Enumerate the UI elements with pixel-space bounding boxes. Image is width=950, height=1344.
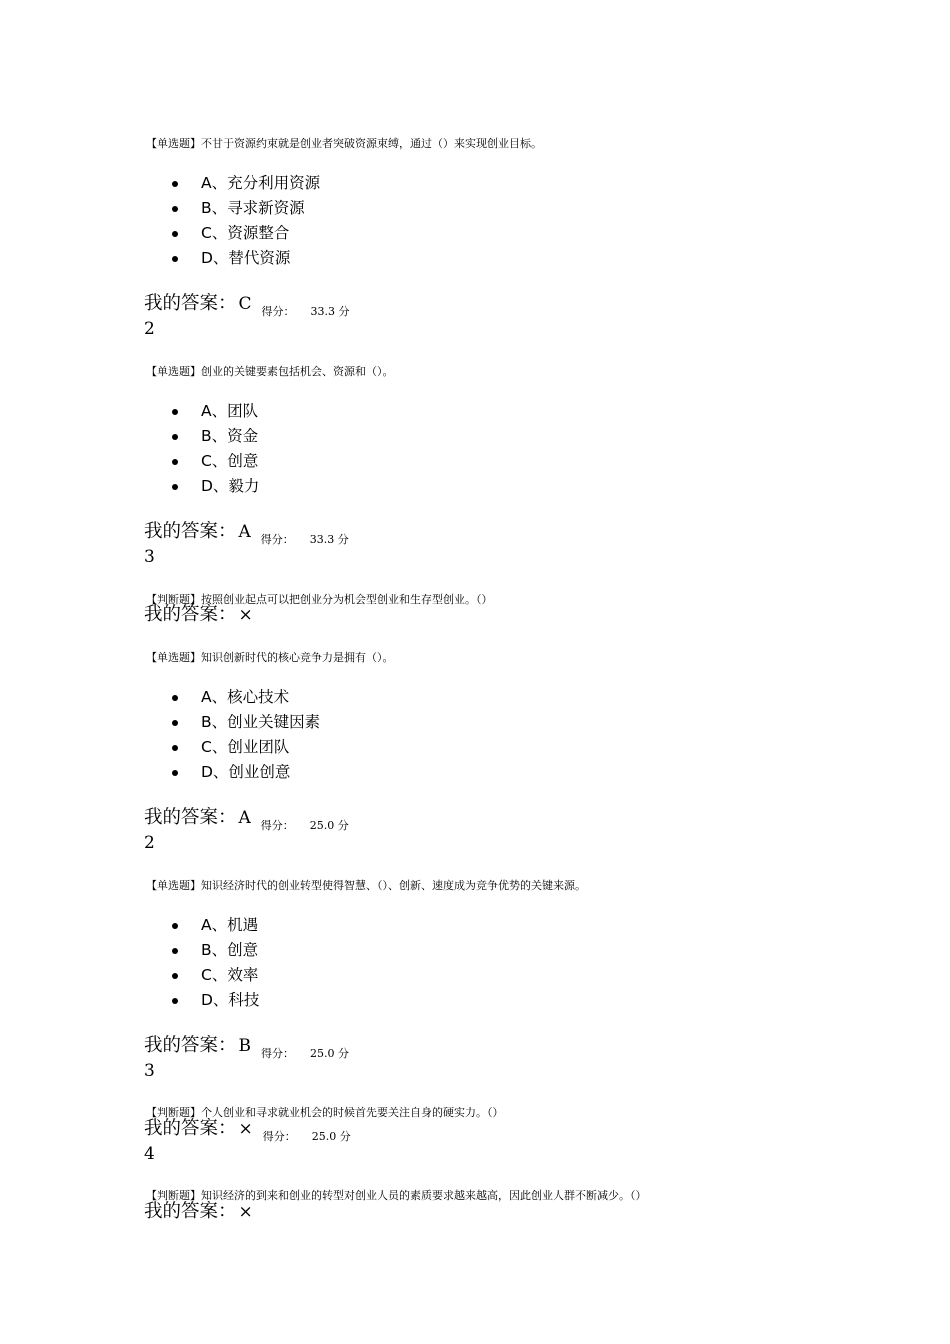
score-label: 得分：: [262, 1130, 296, 1143]
answer-value: ×: [238, 1202, 253, 1222]
score: [263, 1130, 351, 1143]
bullet-icon: [172, 998, 178, 1004]
answer-value: C: [238, 294, 252, 314]
answer-value: ×: [238, 605, 253, 625]
question-text: 【判断题】个人创业和寻求就业机会的时候首先要关注自身的硬实力。（）: [146, 1106, 504, 1119]
question-text: 【单选题】创业的关键要素包括机会、资源和（）。: [146, 365, 394, 378]
question-number: 3: [144, 1061, 155, 1081]
question-number: 4: [144, 1144, 155, 1164]
bullet-icon: [172, 770, 178, 776]
answer-row: [144, 1117, 351, 1141]
answer-value: ×: [238, 1119, 253, 1139]
score-value: 25.0 分: [309, 819, 349, 832]
score: [261, 1047, 349, 1060]
score-value: 33.3 分: [310, 305, 350, 318]
bullet-icon: [172, 745, 178, 751]
bullet-icon: [172, 434, 178, 440]
score: [262, 305, 350, 318]
score-value: 33.3 分: [309, 533, 349, 546]
score-label: 得分：: [260, 533, 294, 546]
question-number: 3: [144, 547, 155, 567]
answer-label: 我的答案：: [144, 293, 237, 314]
bullet-icon: [172, 231, 178, 237]
bullet-icon: [172, 923, 178, 929]
question-text: 【单选题】不甘于资源约束就是创业者突破资源束缚，通过（）来实现创业目标。: [146, 137, 542, 150]
answer-row: [144, 1034, 349, 1058]
answer-label: 我的答案：: [144, 1118, 237, 1139]
question-number: 2: [144, 833, 155, 853]
bullet-icon: [172, 181, 178, 187]
answer-row: [144, 520, 349, 544]
bullet-icon: [172, 206, 178, 212]
bullet-icon: [172, 720, 178, 726]
bullet-icon: [172, 409, 178, 415]
bullet-icon: [172, 948, 178, 954]
score-value: 25.0 分: [310, 1047, 350, 1060]
score-value: 25.0 分: [311, 1130, 351, 1143]
bullet-icon: [172, 973, 178, 979]
question-text: 【判断题】按照创业起点可以把创业分为机会型创业和生存型创业。（）: [146, 593, 493, 606]
score: [261, 819, 349, 832]
score-label: 得分：: [261, 1047, 295, 1060]
question-number: 2: [144, 319, 155, 339]
question-text: 【单选题】知识创新时代的核心竞争力是拥有（）。: [146, 651, 394, 664]
bullet-icon: [172, 256, 178, 262]
answer-value: A: [238, 522, 251, 542]
answer-row: [144, 806, 349, 830]
answer-row: [144, 292, 350, 316]
answer-row: [144, 1200, 253, 1224]
question-text: 【判断题】知识经济的到来和创业的转型对创业人员的素质要求越来越高，因此创业人群不断减少。（）: [146, 1189, 647, 1202]
answer-label: 我的答案：: [144, 1035, 237, 1056]
answer-value: B: [238, 1036, 252, 1056]
bullet-icon: [172, 695, 178, 701]
score-label: 得分：: [261, 305, 295, 318]
answer-label: 我的答案：: [144, 1201, 237, 1222]
bullet-icon: [172, 459, 178, 465]
bullet-icon: [172, 484, 178, 490]
answer-row: [144, 603, 253, 627]
score: [261, 533, 349, 546]
question-text: 【单选题】知识经济时代的创业转型使得智慧、（）、创新、速度成为竞争优势的关键来源。: [146, 879, 586, 892]
answer-label: 我的答案：: [144, 604, 237, 625]
answer-label: 我的答案：: [144, 521, 237, 542]
answer-value: A: [238, 808, 251, 828]
score-label: 得分：: [260, 819, 294, 832]
document-page: 【单选题】不甘于资源约束就是创业者突破资源束缚，通过（）来实现创业目标。 A、充分利用资源 B、寻求新资源 C、资源整合 D、替代资源 我的答案： C $_{得分: 33.3 分}$ 2 【单选题】创业的关键要素包括机会、资源和（）。 A、团队 B、资金 C、创意 D、毅力 我的答案： A $_{得分: 33.3 分}$ 3 【判断题】按照创业起点可以把创业分为机会型创业和生存型创业。（） 我的答案： × 【单选题】知识创新时代的核心竞争力是拥有（）。 A、核心技术 B、创业关键因素 C、创业团队 D、创业创意 我的答案： A $_{得分: 25.0 分}$ 2 【单选题】知识经济时代的创业转型使得智慧、（）、创新、速度成为竞争优势的关键来源。 A、机遇 B、创意 C、效率 D、科技 我的答案： B $_{得分: 25.0 分}$ 3 【判断题】个人创业和寻求就业机会的时候首先要关注自身的硬实力。（） 我的答案： × $_{得分: 25.0 分}$ 4 【判断题】知识经济的到来和创业的转型对创业人员的素质要求越来越高，因此创业人群不断减少。（） 我的答案： ×: [144, 137, 647, 1222]
answer-label: 我的答案：: [144, 807, 237, 828]
